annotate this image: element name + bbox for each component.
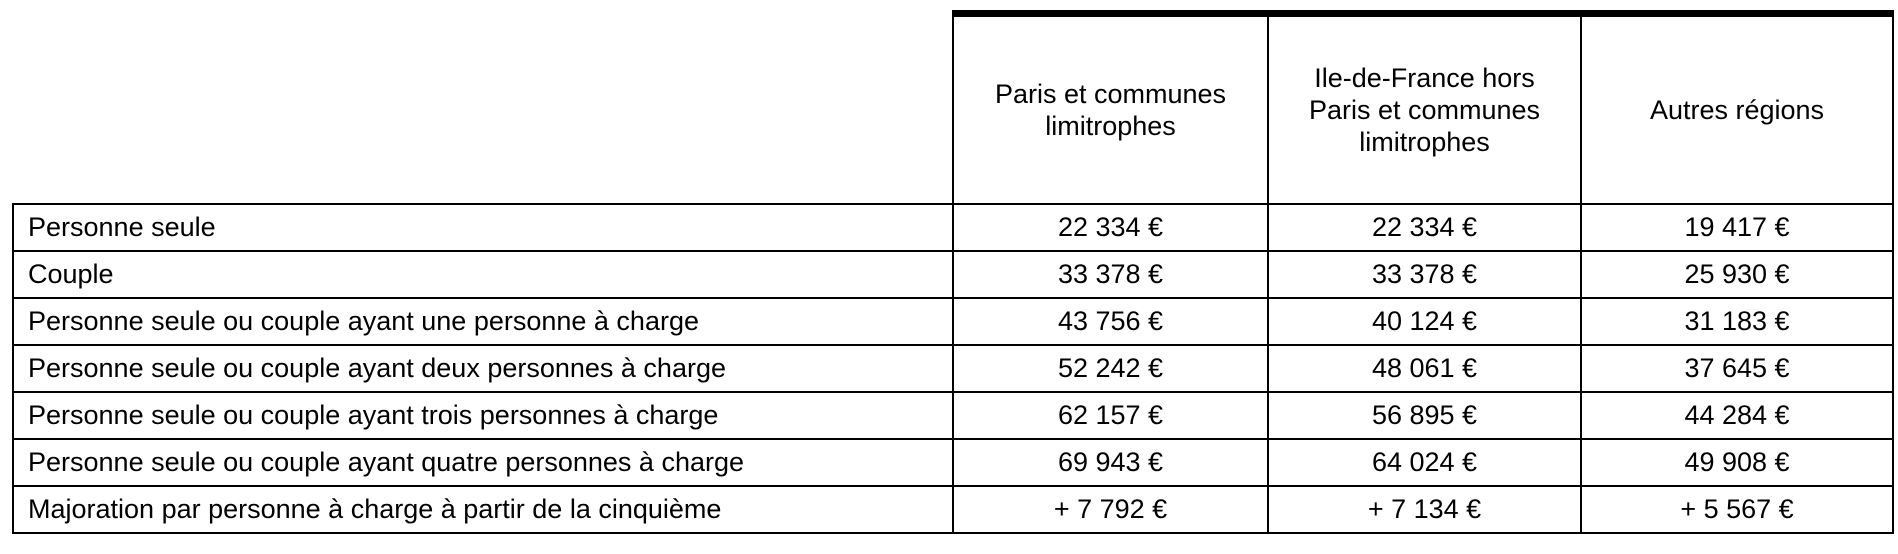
table-row <box>13 251 1893 298</box>
cell-amount: + 7 792 € <box>953 486 1268 533</box>
table-row <box>13 204 1893 251</box>
cell-amount: + 5 567 € <box>1581 486 1893 533</box>
cell-amount: 25 930 € <box>1581 251 1893 298</box>
cell-amount: 52 242 € <box>953 345 1268 392</box>
cell-amount: 22 334 € <box>1268 204 1581 251</box>
cell-amount: 40 124 € <box>1268 298 1581 345</box>
cell-amount: 33 378 € <box>1268 251 1581 298</box>
table-row <box>13 392 1893 439</box>
cell-amount: 69 943 € <box>953 439 1268 486</box>
cell-amount: 43 756 € <box>953 298 1268 345</box>
column-header-ile-de-france <box>1268 14 1581 204</box>
row-label: Couple <box>13 251 953 298</box>
row-label: Personne seule <box>13 204 953 251</box>
cell-amount: 33 378 € <box>953 251 1268 298</box>
cell-amount: 44 284 € <box>1581 392 1893 439</box>
column-header-line: Paris et communes <box>1308 94 1541 125</box>
cell-amount: 31 183 € <box>1581 298 1893 345</box>
cell-amount: 22 334 € <box>953 204 1268 251</box>
table-row <box>13 439 1893 486</box>
column-header-line: Ile-de-France hors <box>1314 62 1535 93</box>
column-header-paris <box>953 14 1268 204</box>
cell-amount: 37 645 € <box>1581 345 1893 392</box>
row-label: Personne seule ou couple ayant quatre personnes à charge <box>13 439 953 486</box>
income-ceilings-table <box>12 10 1894 534</box>
table-row <box>13 486 1893 533</box>
row-label: Majoration par personne à charge à partir de la cinquième <box>13 486 953 533</box>
column-header-line: limitrophes <box>1045 110 1176 141</box>
table-row <box>13 345 1893 392</box>
column-header-line: Paris et communes <box>994 78 1227 109</box>
cell-amount: 64 024 € <box>1268 439 1581 486</box>
row-label: Personne seule ou couple ayant une personne à charge <box>13 298 953 345</box>
cell-amount: 49 908 € <box>1581 439 1893 486</box>
cell-amount: 62 157 € <box>953 392 1268 439</box>
row-label: Personne seule ou couple ayant deux personnes à charge <box>13 345 953 392</box>
column-header-line: limitrophes <box>1359 126 1490 157</box>
row-label: Personne seule ou couple ayant trois personnes à charge <box>13 392 953 439</box>
column-header-line: Autres régions <box>1649 94 1825 125</box>
table-row <box>13 298 1893 345</box>
column-header-autres-regions <box>1581 14 1893 204</box>
table-header-row <box>13 14 1893 204</box>
cell-amount: 56 895 € <box>1268 392 1581 439</box>
header-empty-cell <box>13 14 953 204</box>
cell-amount: 48 061 € <box>1268 345 1581 392</box>
cell-amount: 19 417 € <box>1581 204 1893 251</box>
cell-amount: + 7 134 € <box>1268 486 1581 533</box>
